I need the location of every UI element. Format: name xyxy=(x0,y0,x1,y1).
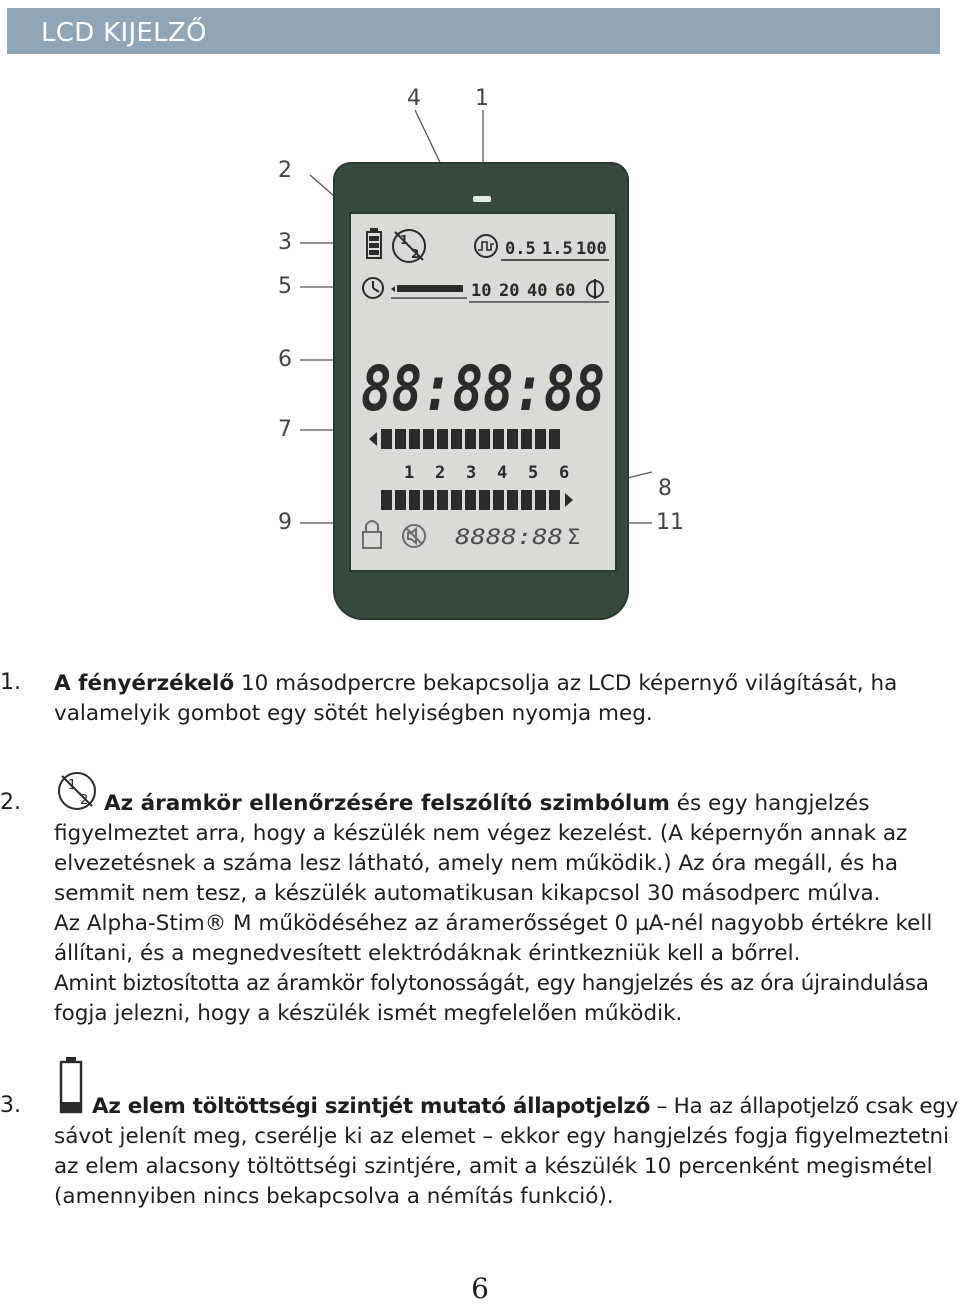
item-2-line-4: semmit nem tesz, a készülék automatikusan kikapcsol 30 másodperc múlva. xyxy=(54,881,881,906)
item-2-paragraph xyxy=(54,789,960,1029)
callout-7: 7 xyxy=(278,417,292,442)
waveform-option-2: 1.5 xyxy=(542,239,573,259)
main-time-display: 88:88:88 xyxy=(361,352,605,425)
lock-icon xyxy=(363,521,381,548)
callout-8: 8 xyxy=(658,476,672,501)
light-sensor xyxy=(473,196,491,202)
timer-progress-bar xyxy=(397,285,463,292)
item-2-line-8: fogja jelezni, hogy a készülék ismét megfelelően működik. xyxy=(54,1001,683,1026)
item-1-number: 1. xyxy=(0,670,21,695)
icon-half-bottom: 2 xyxy=(80,793,89,808)
callout-1: 1 xyxy=(475,86,489,111)
level-number-1: 1 xyxy=(404,463,415,483)
waveform-option-3: 100 xyxy=(576,239,607,259)
lower-level-bar xyxy=(381,490,560,510)
callout-5: 5 xyxy=(278,274,292,299)
item-2-line-3: elvezetésnek a száma lesz látható, amely nem működik.) Az óra megáll, és ha xyxy=(54,851,898,876)
section-header-bar xyxy=(7,8,940,54)
half-label-top: 1 xyxy=(400,233,409,247)
item-2-line-1: és egy hangjelzés xyxy=(669,791,870,816)
item-3-line-4: (amennyiben nincs bekapcsolva a némítás funkció). xyxy=(54,1184,614,1209)
upper-level-bar xyxy=(381,429,560,449)
battery-indicator-icon xyxy=(367,228,381,258)
item-2-line-5: Az Alpha-Stim® M működéséhez az áramerősséget 0 µA-nél nagyobb értékre kell xyxy=(54,911,933,936)
lcd-screen xyxy=(349,212,617,572)
level-number-5: 5 xyxy=(528,463,539,483)
item-3-number: 3. xyxy=(0,1093,21,1118)
timer-option-1: 10 xyxy=(471,281,492,301)
mute-icon xyxy=(403,525,425,547)
item-3-line-3: az elem alacsony töltöttségi szintjére, amit a készülék 10 percenként megismétel xyxy=(54,1154,933,1179)
callout-4: 4 xyxy=(407,86,421,111)
callout-9: 9 xyxy=(278,510,292,535)
item-2-number: 2. xyxy=(0,790,21,815)
lcd-device-figure xyxy=(270,80,690,625)
level-number-4: 4 xyxy=(497,463,508,483)
item-2-line-2: figyelmeztet arra, hogy a készülék nem végez kezelést. (A képernyőn annak az xyxy=(54,821,908,846)
stimulator-device-body xyxy=(333,162,629,620)
page-number: 6 xyxy=(471,1272,489,1305)
timer-option-4: 60 xyxy=(555,281,576,301)
continuous-mode-icon xyxy=(587,279,603,299)
callout-10: 10 xyxy=(348,592,376,617)
level-number-3: 3 xyxy=(466,463,477,483)
level-number-2: 2 xyxy=(435,463,446,483)
timer-option-2: 20 xyxy=(499,281,520,301)
item-3-line-2: sávot jelenít meg, cserélje ki az elemet – ekkor egy hangjelzés fogja figyelmeztetni xyxy=(54,1124,950,1149)
half-label-bottom: 2 xyxy=(411,247,420,261)
item-1-line-2: valamelyik gombot egy sötét helyiségben nyomja meg. xyxy=(54,701,653,726)
callout-3: 3 xyxy=(278,230,292,255)
item-3-bold: Az elem töltöttségi szintjét mutató állapotjelző xyxy=(92,1094,651,1119)
item-2-bold: Az áramkör ellenőrzésére felszólító szimbólum xyxy=(104,791,670,816)
sigma-symbol: Σ xyxy=(567,525,581,549)
session-counter-display: 8888:88 xyxy=(455,525,563,549)
circuit-check-icon xyxy=(393,230,425,262)
section-title: LCD KIJELZŐ xyxy=(41,18,207,48)
item-1-bold: A fényérzékelő xyxy=(54,671,235,696)
item-3-paragraph xyxy=(54,1092,960,1212)
item-3-line-1: – Ha az állapotjelző csak egy xyxy=(650,1094,959,1119)
callout-2: 2 xyxy=(278,158,292,183)
item-1-line-1: 10 másodpercre bekapcsolja az LCD képernyő világítását, ha xyxy=(234,671,898,696)
item-1-paragraph xyxy=(54,669,954,729)
item-2-line-7: Amint biztosította az áramkör folytonosságát, egy hangjelzés és az óra újraindulása xyxy=(54,971,929,996)
timer-option-3: 40 xyxy=(527,281,548,301)
clock-icon xyxy=(363,278,383,298)
level-number-6: 6 xyxy=(559,463,570,483)
icon-half-top: 1 xyxy=(68,778,77,793)
lcd-segments xyxy=(351,214,615,570)
callout-11: 11 xyxy=(656,510,684,535)
callout-6: 6 xyxy=(278,347,292,372)
item-2-line-6: állítani, és a megnedvesített elektródáknak érintkezniük kell a bőrrel. xyxy=(54,941,801,966)
waveform-option-1: 0.5 xyxy=(505,239,536,259)
waveform-icon xyxy=(475,235,497,257)
